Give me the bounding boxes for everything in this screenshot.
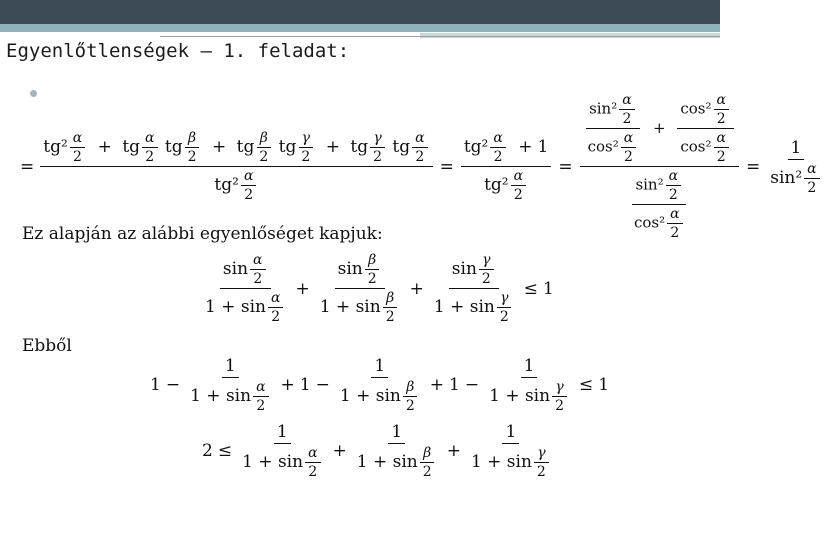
math-symbol: 2 bbox=[499, 309, 509, 325]
math-symbol: 1 + sin bbox=[433, 297, 495, 317]
fraction bbox=[412, 130, 427, 165]
math-symbol: sin bbox=[222, 259, 249, 279]
math-symbol: 2 bbox=[308, 464, 318, 480]
math-symbol: − bbox=[165, 375, 181, 395]
math-symbol: + bbox=[325, 137, 340, 157]
math-symbol: β bbox=[257, 130, 271, 148]
math-symbol: α bbox=[305, 445, 320, 463]
fraction bbox=[354, 422, 440, 480]
math-symbol: α bbox=[667, 206, 682, 224]
math-symbol: sin² bbox=[770, 167, 803, 188]
math-symbol: 2 bbox=[367, 271, 377, 287]
inequality-2 bbox=[150, 356, 609, 414]
math-symbol: 2 bbox=[253, 271, 263, 287]
math-symbol: 2 bbox=[256, 398, 266, 414]
fraction bbox=[534, 445, 549, 480]
math-symbol: 2 bbox=[373, 149, 382, 165]
math-symbol: 1 bbox=[788, 138, 805, 160]
fraction bbox=[486, 356, 572, 414]
fraction bbox=[511, 168, 526, 203]
math-symbol: α bbox=[619, 92, 634, 110]
math-symbol: α bbox=[714, 130, 729, 148]
math-symbol: 2 bbox=[555, 398, 564, 414]
math-symbol: γ bbox=[497, 290, 511, 308]
math-symbol: α bbox=[70, 130, 85, 148]
fraction bbox=[298, 130, 313, 165]
math-symbol: + bbox=[295, 278, 310, 299]
fraction bbox=[241, 168, 256, 203]
math-symbol: 2 bbox=[405, 398, 415, 414]
math-symbol: cos² bbox=[633, 213, 666, 232]
math-symbol: 1 + sin bbox=[356, 452, 418, 472]
fraction bbox=[202, 252, 288, 325]
fraction bbox=[621, 130, 636, 165]
math-symbol: 1 bbox=[371, 356, 388, 378]
math-symbol: α bbox=[511, 168, 526, 186]
fraction bbox=[619, 92, 634, 127]
math-symbol: 2 bbox=[422, 464, 432, 480]
math-symbol: + bbox=[97, 137, 112, 157]
math-symbol: 2 bbox=[668, 187, 678, 203]
fraction bbox=[420, 445, 435, 480]
header-teal-band bbox=[0, 24, 720, 32]
math-symbol: + bbox=[518, 137, 533, 157]
fraction bbox=[142, 130, 157, 165]
math-symbol: β bbox=[403, 379, 417, 397]
math-symbol: α bbox=[621, 130, 636, 148]
math-symbol: − bbox=[315, 375, 330, 395]
fraction bbox=[552, 379, 567, 414]
fraction bbox=[403, 379, 418, 414]
fraction bbox=[239, 422, 325, 480]
math-symbol: + bbox=[280, 375, 295, 395]
math-symbol: 2 bbox=[513, 187, 523, 203]
math-symbol: tg bbox=[122, 137, 141, 157]
math-symbol: 2 bbox=[73, 149, 82, 165]
equation-chain bbox=[20, 92, 827, 241]
fraction bbox=[631, 168, 688, 241]
math-symbol: 2 bbox=[301, 149, 311, 165]
math-symbol: + bbox=[446, 441, 461, 461]
math-symbol: 2 bbox=[385, 309, 395, 325]
math-symbol: α bbox=[490, 130, 505, 148]
text-line-1: Ez alapján az alábbi egyenlőséget kapjuk: bbox=[22, 224, 383, 244]
math-symbol: 1 bbox=[274, 422, 291, 444]
fraction bbox=[317, 252, 403, 325]
math-symbol: 1 bbox=[299, 375, 311, 395]
math-symbol: 2 bbox=[244, 187, 254, 203]
math-symbol: = bbox=[439, 156, 454, 177]
math-symbol: ≤ bbox=[523, 278, 539, 299]
fraction bbox=[250, 252, 265, 287]
math-symbol: 2 bbox=[415, 149, 425, 165]
math-symbol: α bbox=[666, 168, 681, 186]
math-symbol: γ bbox=[370, 130, 384, 148]
math-symbol: 1 bbox=[222, 356, 239, 378]
fraction bbox=[187, 356, 273, 414]
math-symbol: sin² bbox=[635, 175, 664, 194]
fraction bbox=[305, 445, 320, 480]
math-symbol: γ bbox=[552, 379, 566, 397]
fraction bbox=[256, 130, 271, 165]
math-symbol: β bbox=[185, 130, 199, 148]
math-symbol: tg bbox=[350, 137, 369, 157]
eq-sign: = bbox=[20, 156, 35, 177]
fraction bbox=[490, 130, 505, 165]
math-symbol: − bbox=[464, 375, 480, 395]
math-symbol: γ bbox=[479, 252, 493, 270]
math-symbol: 2 bbox=[493, 149, 503, 165]
fraction bbox=[479, 252, 494, 287]
text-line-2: Ebből bbox=[22, 336, 72, 356]
math-symbol: 1 + sin bbox=[205, 297, 266, 317]
math-symbol: 2 bbox=[187, 149, 197, 165]
math-symbol: 1 + sin bbox=[319, 297, 381, 317]
fraction bbox=[370, 130, 385, 165]
slide-header-bar bbox=[0, 0, 720, 38]
math-symbol: 1 bbox=[150, 375, 161, 395]
math-symbol: 2 bbox=[536, 464, 546, 480]
math-symbol: β bbox=[420, 445, 434, 463]
header-dark-band bbox=[0, 0, 720, 24]
math-symbol: 1 + sin bbox=[190, 386, 252, 406]
math-symbol: 2 bbox=[145, 149, 155, 165]
math-symbol: γ bbox=[534, 445, 548, 463]
math-symbol: 1 bbox=[543, 278, 554, 299]
fraction bbox=[714, 130, 729, 165]
math-symbol: tg² bbox=[463, 137, 489, 157]
math-symbol: α bbox=[412, 130, 427, 148]
math-symbol: + bbox=[409, 278, 424, 299]
math-symbol: tg bbox=[164, 137, 183, 157]
fraction bbox=[468, 422, 554, 480]
inequality-1 bbox=[200, 252, 554, 325]
math-symbol: 1 + sin bbox=[339, 386, 401, 406]
math-symbol: 2 bbox=[271, 309, 281, 325]
math-symbol: 1 bbox=[537, 137, 549, 157]
math-symbol: 2 bbox=[670, 225, 680, 241]
fraction bbox=[714, 92, 729, 127]
fraction bbox=[268, 290, 283, 325]
math-symbol: sin bbox=[337, 259, 363, 279]
slide-title: Egyenlőtlenségek – 1. feladat: bbox=[6, 40, 350, 62]
math-symbol: tg bbox=[236, 137, 255, 157]
math-symbol: cos² bbox=[680, 99, 712, 118]
fraction-sin-cos bbox=[580, 92, 739, 241]
math-symbol: sin bbox=[451, 259, 477, 279]
math-symbol: α bbox=[250, 252, 265, 270]
fraction-one-over-sin2 bbox=[767, 138, 824, 196]
math-symbol: 1 + sin bbox=[242, 452, 304, 472]
math-symbol: tg² bbox=[43, 137, 68, 157]
math-symbol: 2 bbox=[202, 441, 213, 461]
math-symbol: tg bbox=[392, 137, 411, 157]
fraction bbox=[667, 206, 682, 241]
math-symbol: 2 bbox=[624, 149, 633, 165]
math-symbol: 1 bbox=[521, 356, 538, 378]
fraction bbox=[253, 379, 268, 414]
inequality-3 bbox=[202, 422, 556, 480]
math-symbol: + bbox=[429, 375, 445, 395]
math-symbol: α bbox=[253, 379, 268, 397]
fraction bbox=[337, 356, 423, 414]
math-symbol: 1 bbox=[598, 375, 610, 395]
math-symbol: α bbox=[804, 161, 819, 179]
fraction bbox=[804, 161, 819, 196]
math-symbol: + bbox=[332, 441, 347, 461]
math-symbol: 2 bbox=[259, 149, 269, 165]
math-symbol: = bbox=[745, 156, 761, 177]
math-symbol: 1 bbox=[502, 422, 519, 444]
math-symbol: α bbox=[268, 290, 283, 308]
math-symbol: tg² bbox=[484, 175, 509, 195]
fraction bbox=[365, 252, 380, 287]
math-symbol: tg bbox=[278, 137, 297, 157]
fraction bbox=[431, 252, 517, 325]
math-symbol: α bbox=[142, 130, 157, 148]
fraction bbox=[666, 168, 681, 203]
math-symbol: 1 bbox=[449, 375, 460, 395]
math-symbol: 2 bbox=[716, 149, 726, 165]
math-symbol: α bbox=[241, 168, 256, 186]
math-symbol: 1 + sin bbox=[470, 452, 532, 472]
fraction bbox=[383, 290, 398, 325]
fraction-tg-plus-one bbox=[461, 130, 551, 203]
math-symbol: ≤ bbox=[579, 375, 594, 395]
math-symbol: 1 + sin bbox=[489, 386, 551, 406]
math-symbol: ≤ bbox=[217, 441, 233, 461]
math-symbol: = bbox=[558, 156, 573, 177]
fraction bbox=[677, 92, 734, 165]
math-symbol: 2 bbox=[622, 111, 632, 127]
math-symbol: cos² bbox=[587, 137, 619, 156]
math-symbol: 2 bbox=[716, 111, 726, 127]
math-symbol: β bbox=[383, 290, 397, 308]
fraction bbox=[70, 130, 85, 165]
fraction-tg-sum bbox=[40, 130, 432, 203]
math-symbol: cos² bbox=[680, 137, 712, 156]
fraction bbox=[185, 130, 200, 165]
fraction bbox=[585, 92, 642, 165]
math-symbol: 2 bbox=[807, 179, 817, 196]
math-symbol: 2 bbox=[481, 271, 491, 287]
math-symbol: + bbox=[652, 118, 666, 137]
math-symbol: 1 bbox=[388, 422, 405, 444]
math-symbol: tg² bbox=[214, 175, 239, 195]
math-symbol: β bbox=[365, 252, 379, 270]
math-symbol: γ bbox=[299, 130, 313, 148]
math-symbol: sin² bbox=[589, 99, 618, 118]
math-symbol: α bbox=[714, 92, 729, 110]
header-divider bbox=[160, 36, 720, 37]
math-symbol: + bbox=[211, 137, 227, 157]
fraction bbox=[497, 290, 512, 325]
